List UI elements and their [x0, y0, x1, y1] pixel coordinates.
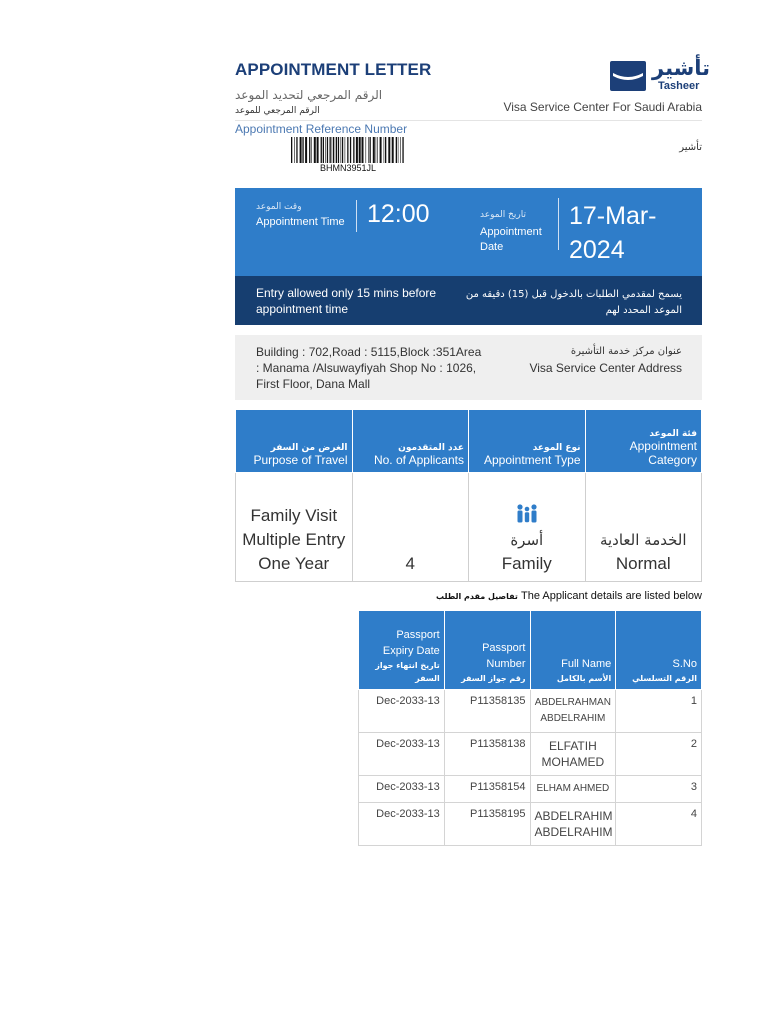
appointment-time-label: Appointment Time [256, 216, 345, 228]
barcode-bar [296, 137, 297, 163]
barcode-bar [311, 137, 312, 163]
barcode-bar [376, 137, 377, 163]
appointment-date-label: Appointment Date [480, 226, 542, 253]
table-row [359, 776, 702, 803]
name-header-label: Full Name [561, 658, 612, 670]
barcode-bar [345, 137, 346, 163]
passport-cell: P11358138 [444, 733, 530, 776]
barcode-bar [380, 137, 382, 163]
expiry-cell: Dec-2033-13 [359, 776, 445, 803]
barcode-bar [370, 137, 371, 163]
barcode-bar [356, 137, 358, 163]
barcode-bar [314, 137, 316, 163]
table-header-row [359, 611, 702, 690]
table-row [359, 733, 702, 776]
barcode-bar [330, 137, 331, 163]
barcode-bar [302, 137, 303, 163]
address-label-ar: عنوان مركز خدمة التأشيرة [570, 346, 682, 357]
table-row [359, 803, 702, 846]
type-header-label: Appointment Type [483, 453, 581, 467]
appointment-date-value: 17-Mar-2024 [569, 202, 657, 264]
passport-cell: P11358135 [444, 690, 530, 733]
purpose-header [236, 410, 353, 473]
logo-text: Tasheer [658, 80, 700, 92]
type-cell [469, 473, 586, 582]
name-cell: ELHAM AHMED [530, 776, 616, 803]
barcode-image [290, 137, 406, 163]
barcode-bar [388, 137, 390, 163]
passport-header-label: Passport Number [482, 642, 526, 670]
name-cell: ABDELRAHIM ABDELRAHIM [530, 803, 616, 846]
entry-notice-ar: يسمح لمقدمي الطلبات بالدخول قبل (15) دقيقه من الموعد المحدد لهم [465, 289, 682, 316]
barcode-bar [392, 137, 394, 163]
barcode-bar [342, 137, 343, 163]
barcode-bar [321, 137, 322, 163]
service-center-title: Visa Service Center For Saudi Arabia [503, 100, 702, 114]
entry-notice: Entry allowed only 15 mins before appointment time [256, 286, 437, 316]
expiry-cell: Dec-2033-13 [359, 733, 445, 776]
category-value-ar: الخدمة العادية [599, 531, 687, 549]
applicants-count-cell: 4 [352, 473, 469, 582]
applicants-count-header [352, 410, 469, 473]
type-header [469, 410, 586, 473]
tasheer-text-ar: تأشير [679, 142, 702, 153]
category-header [585, 410, 702, 473]
barcode-bar [332, 137, 333, 163]
applicants-count-header-label: No. of Applicants [373, 453, 464, 467]
sno-cell: 2 [616, 733, 702, 776]
barcode-bar [398, 137, 399, 163]
barcode-bar [291, 137, 292, 163]
type-value: Family [501, 554, 552, 573]
barcode-bar [338, 137, 339, 163]
reference-number: BHMN3951JL [319, 163, 377, 173]
barcode-bar [362, 137, 364, 163]
header-divider [235, 120, 702, 121]
type-value-ar: أسرة [510, 531, 544, 549]
tasheer-logo-icon [610, 61, 646, 91]
expiry-header [359, 611, 445, 690]
barcode-bar [402, 137, 403, 163]
reference-label: Appointment Reference Number [235, 122, 408, 136]
sno-header-label: S.No [672, 658, 697, 670]
applicants-heading-label: The Applicant details are listed below [521, 590, 702, 602]
name-cell: ELFATIH MOHAMED [530, 733, 616, 776]
family-icon [516, 504, 538, 524]
category-cell [585, 473, 702, 582]
barcode-bar [327, 137, 328, 163]
applicants-table [358, 610, 702, 846]
barcode-bar [325, 137, 326, 163]
barcode-bar [385, 137, 386, 163]
barcode-bar [384, 137, 385, 163]
appointment-time-value: 12:00 [367, 200, 430, 228]
name-header [530, 611, 616, 690]
date-divider [558, 198, 559, 250]
appointment-date-label-ar: تاريخ الموعد [480, 210, 526, 220]
appointment-time-label-ar: وقت الموعد [256, 202, 302, 212]
expiry-header-label: Passport Expiry Date [382, 629, 440, 657]
barcode-bar [336, 137, 337, 163]
applicants-heading [436, 590, 702, 602]
applicants-count-header-ar: عدد المتقدمون [398, 443, 464, 453]
type-header-ar: نوع الموعد [532, 443, 581, 453]
barcode-bar [359, 137, 361, 163]
barcode-bar [396, 137, 397, 163]
barcode-bar [368, 137, 369, 163]
barcode-bar [305, 137, 307, 163]
barcode-bar [341, 137, 342, 163]
name-header-ar: الأسم بالكامل [556, 674, 612, 683]
reference-sublabel-ar: الرقم المرجعي للموعد [235, 106, 320, 116]
table-row [359, 690, 702, 733]
barcode-bar [373, 137, 375, 163]
appointment-details-table [235, 409, 702, 582]
time-divider [356, 200, 357, 232]
table-row [236, 473, 702, 582]
category-header-ar: فئة الموعد [649, 429, 697, 439]
barcode-bar [400, 137, 401, 163]
page-title: APPOINTMENT LETTER [235, 60, 432, 79]
category-value: Normal [615, 554, 671, 573]
barcode-bar [366, 137, 367, 163]
expiry-header-ar: تاريخ انتهاء جواز السفر [375, 661, 440, 683]
sno-cell: 4 [616, 803, 702, 846]
sno-header [616, 611, 702, 690]
expiry-cell: Dec-2033-13 [359, 803, 445, 846]
passport-header [444, 611, 530, 690]
expiry-cell: Dec-2033-13 [359, 690, 445, 733]
purpose-header-label: Purpose of Travel [253, 453, 348, 467]
address-label: Visa Service Center Address [529, 361, 682, 375]
barcode-bar [294, 137, 295, 163]
passport-header-ar: رقم جواز السفر [461, 674, 526, 683]
barcode-bar [377, 137, 378, 163]
logo-text-ar: تأشير [652, 56, 711, 80]
passport-cell: P11358195 [444, 803, 530, 846]
purpose-cell: Family Visit Multiple Entry One Year [236, 473, 353, 582]
sno-header-ar: الرقم التسلسلي [632, 674, 697, 683]
applicants-heading-ar: تفاصيل مقدم الطلب [435, 592, 518, 601]
barcode-bar [350, 137, 351, 163]
barcode-bar [323, 137, 324, 163]
barcode-bar [347, 137, 348, 163]
sno-cell: 1 [616, 690, 702, 733]
table-header-row [236, 410, 702, 473]
barcode-bar [300, 137, 302, 163]
address-text: Building : 702,Road : 5115,Block :351Area : Manama /Alsuwayfiyah Shop No : 1026, First Floor, Dana Mall [256, 345, 482, 391]
name-cell: ABDELRAHMAN ABDELRAHIM [530, 690, 616, 733]
barcode-bar [333, 137, 334, 163]
category-header-label: Appointment Category [629, 439, 697, 467]
barcode-bar [317, 137, 319, 163]
barcode-bar [353, 137, 354, 163]
reference-label-ar: الرقم المرجعي لتحديد الموعد [235, 88, 383, 102]
purpose-header-ar: الغرض من السفر [270, 443, 348, 453]
barcode-bar [309, 137, 310, 163]
sno-cell: 3 [616, 776, 702, 803]
passport-cell: P11358154 [444, 776, 530, 803]
